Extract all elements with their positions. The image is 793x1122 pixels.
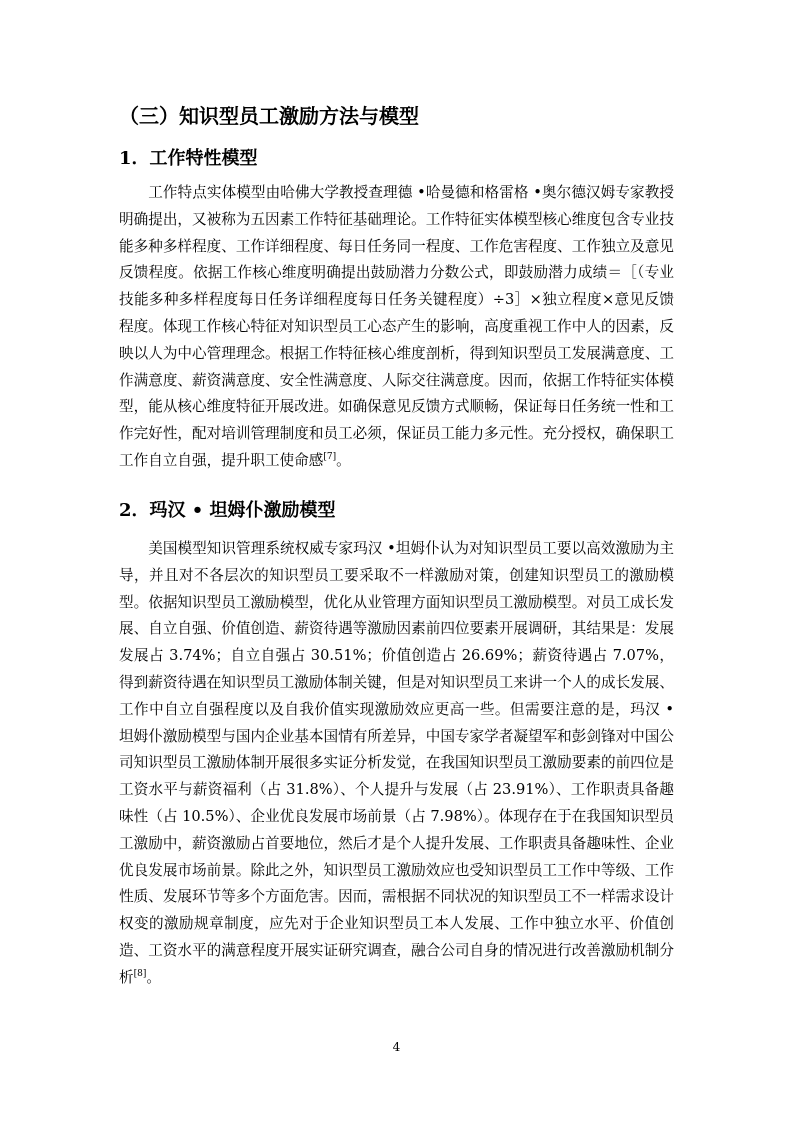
paragraph-work-characteristics-model [119,180,674,475]
page-number: 4 [392,1040,401,1054]
paragraph-text: 工作特点实体模型由哈佛大学教授查理德 •哈曼德和格雷格 •奥尔德汉姆专家教授明确提出，又被称为五因素工作特征基础理论。工作特征实体模型核心维度包含专业技能多种多样程度、工作详细程度、每日任务同一程度、工作危害程度、工作独立及意见反馈程度。依据工作核心维度明确提出鼓励潜力分数公式，即鼓励潜力成绩＝［（专业技能多种多样程度每日任务详细程度每日任务关键程度）÷3］×独立程度×意见反馈程度。体现工作核心特征对知识型员工心态产生的影响，高度重视工作中人的因素，反映以人为中心管理理念。根据工作特征核心维度剖析，得到知识型员工发展满意度、工作满意度、薪资满意度、安全性满意度、人际交往满意度。因而，依据工作特征实体模型，能从核心维度特征开展改进。如确保意见反馈方式顺畅，保证每日任务统一性和工作完好性，配对培训管理制度和员工必须，保证员工能力多元性。充分授权，确保职工工作自立自强，提升职工使命感 [119,184,674,469]
citation-ref[interactable]: [7] [323,452,337,463]
paragraph-text: 美国模型知识管理系统权威专家玛汉 •坦姆仆认为对知识型员工要以高效激励为主导，并且对不各层次的知识型员工要采取不一样激励对策，创建知识型员工的激励模型。依据知识型员工激励模型，优化从业管理方面知识型员工激励模型。对员工成长发展、自立自强、价值创造、薪资待遇等激励因素前四位要素开展调研，其结果是：发展发展占 3.74%；自立自强占 30.51%；价值创造占 26.69%；薪资待遇占 7.07%，得到薪资待遇在知识型员工激励体制关键，但是对知识型员工来讲一个人的成长发展、工作中自立自强程度以及自我价值实现激励效应更高一些。但需要注意的是，玛汉 • 坦姆仆激励模型与国内企业基本国情有所差异，中国专家学者凝望军和彭剑锋对中国公司知识型员工激励体制开展很多实证分析发觉，在我国知识型员工激励要素的前四位是工资水平与薪资福利（占 31.8%）、个人提升与发展（占 23.91%）、工作职责具备趣味性（占 10.5%）、企业优良发展市场前景（占 7.98%）。体现存在于在我国知识型员工激励中，薪资激励占首要地位，然后才是个人提升发展、工作职责具备趣味性、企业优良发展市场前景。除此之外，知识型员工激励效应也受知识型员工工作中等级、工作性质、发展环节等多个方面危害。因而，需根据不同状况的知识型员工不一样需求设计权变的激励规章制度，应先对于企业知识型员工本人发展、工作中独立水平、价值创造、工资水平的满意程度开展实证研究调查，融合公司自身的情况进行改善激励机制分析 [119,540,674,986]
subsection-heading-tampoe-model: 2．玛汉 • 坦姆仆激励模型 [119,500,336,521]
section-heading: （三）知识型员工激励方法与模型 [119,104,419,128]
subsection-heading-work-characteristics: 1．工作特性模型 [119,148,258,169]
paragraph-tail: 。 [146,968,161,986]
citation-ref[interactable]: [8] [133,968,147,979]
paragraph-tail: 。 [336,451,351,469]
paragraph-tampoe-incentive-model [119,536,674,992]
